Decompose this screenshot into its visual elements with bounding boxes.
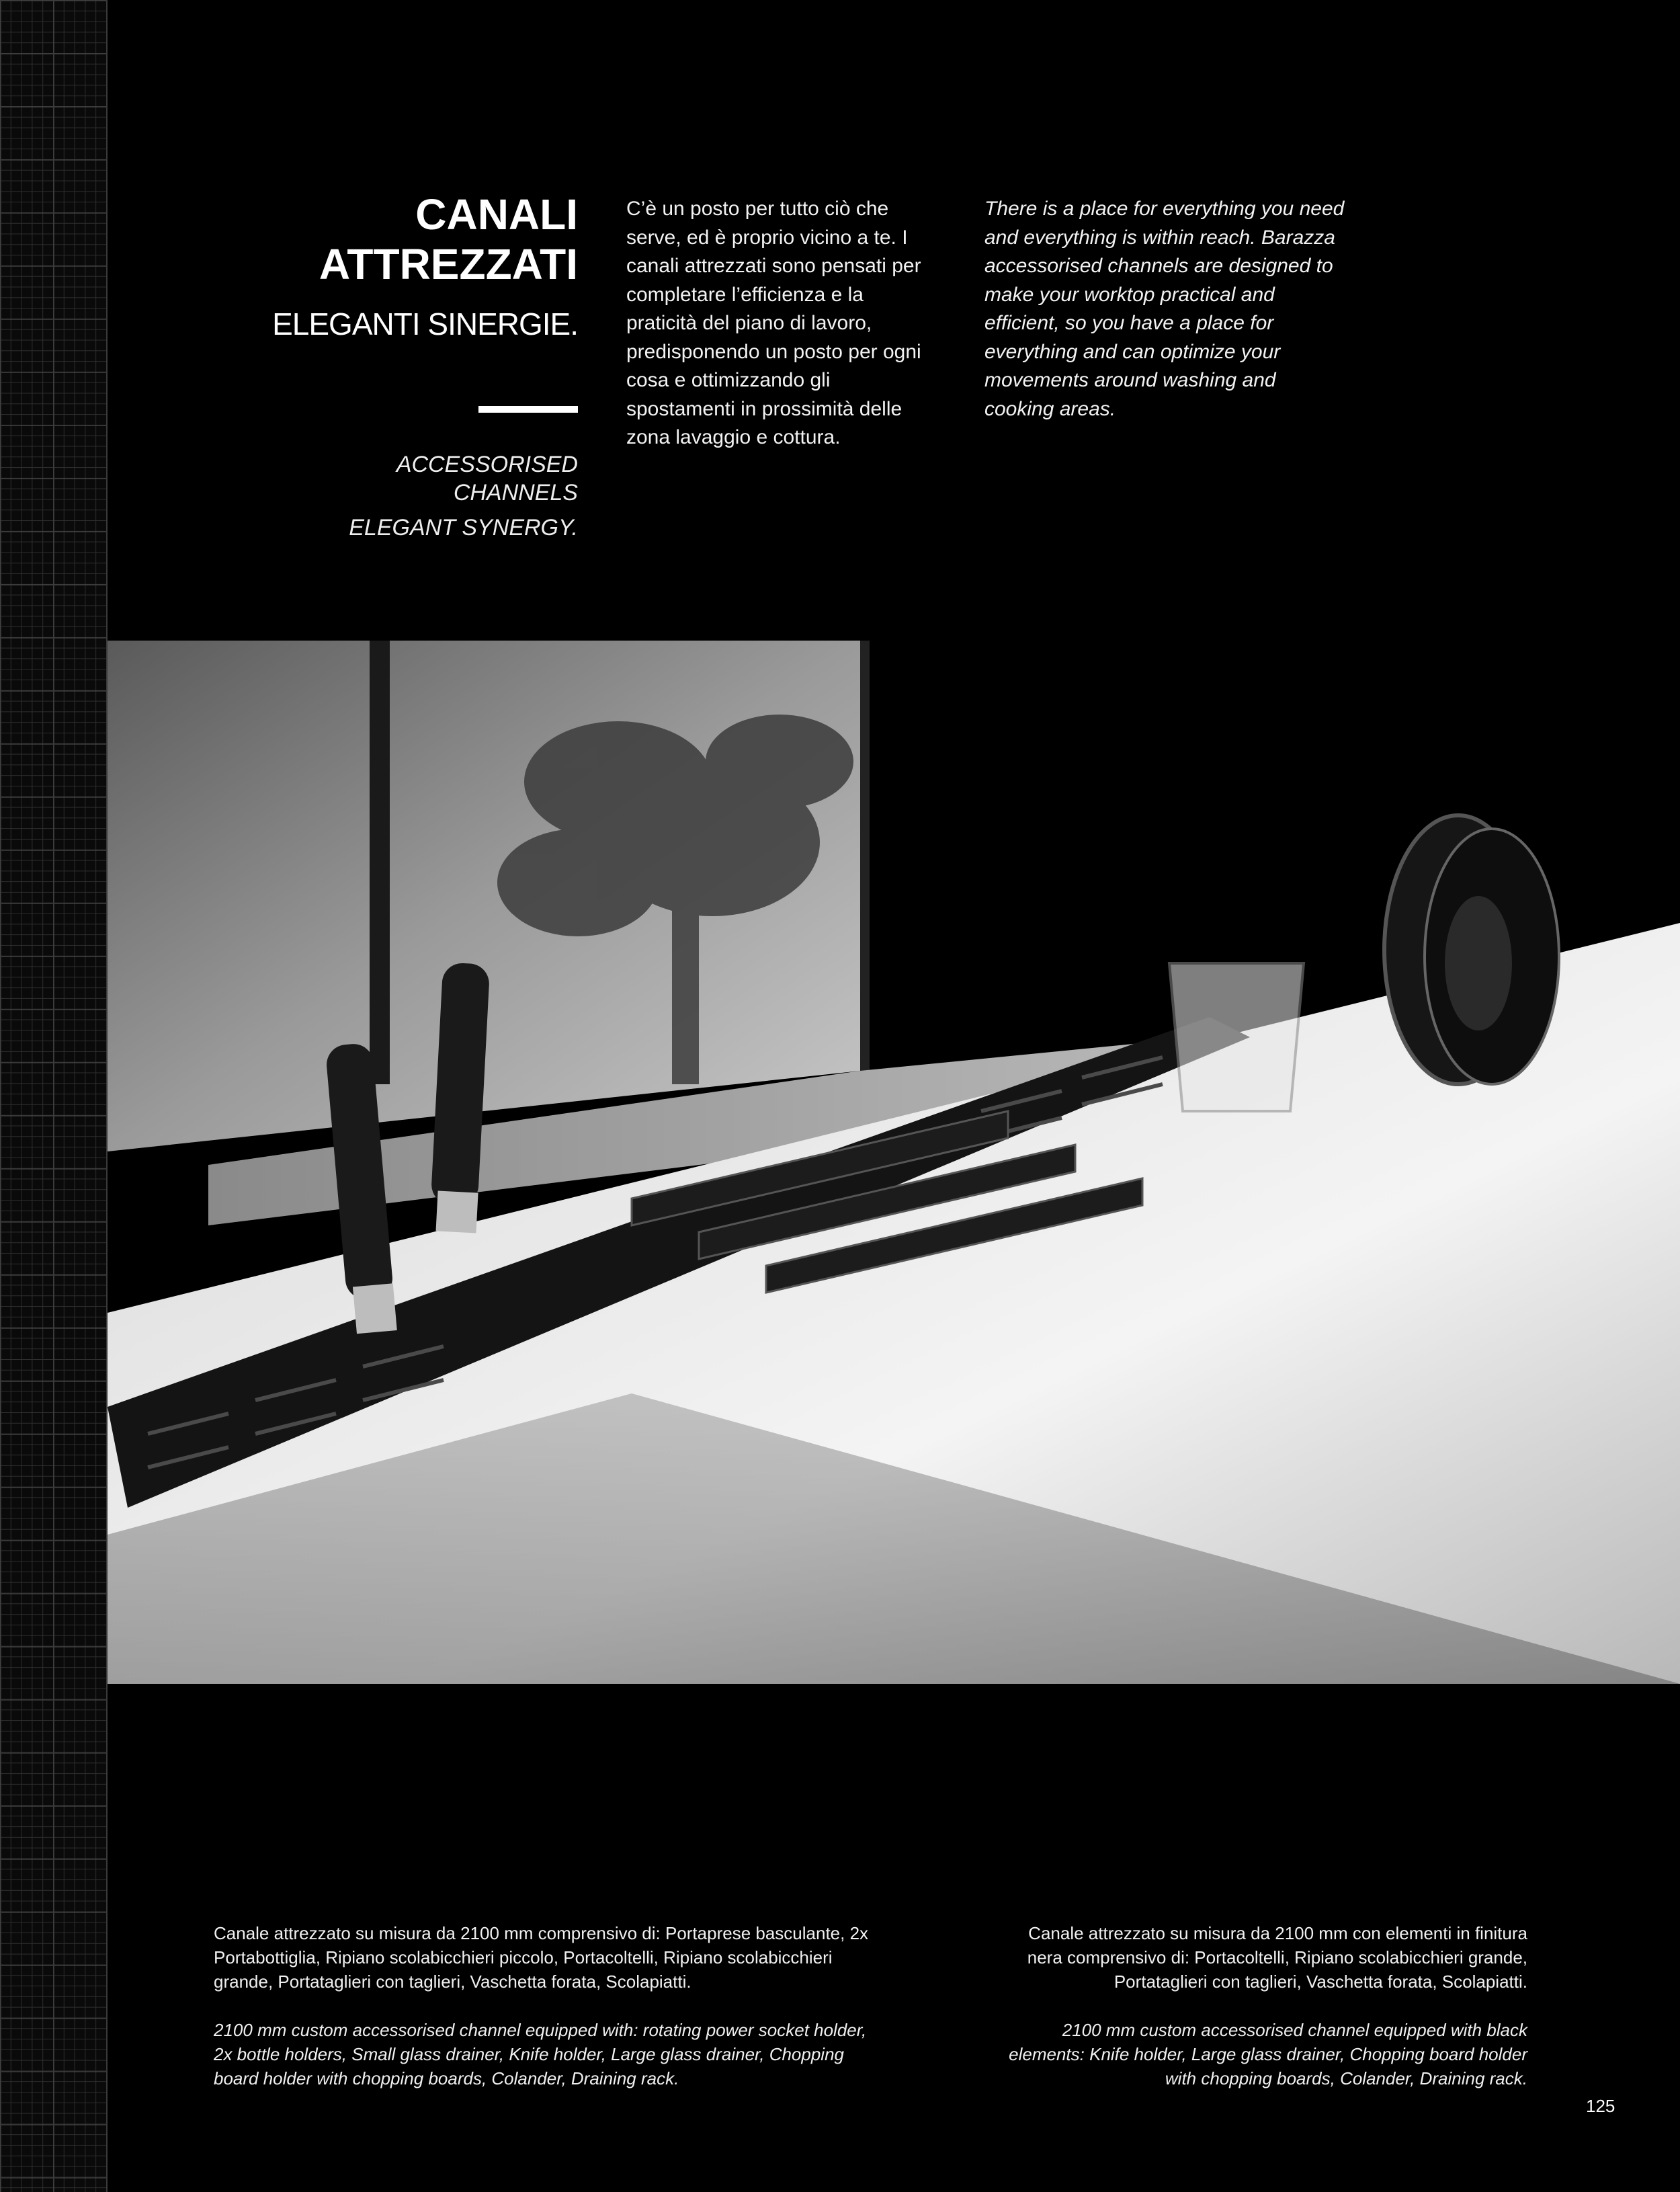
- english-title: [202, 450, 578, 549]
- product-photo: [108, 641, 1680, 1684]
- page-number: 125: [1586, 2096, 1615, 2116]
- caption-left: [214, 1921, 872, 2090]
- english-subtitle: ELEGANT SYNERGY.: [349, 515, 578, 540]
- title-line-1: CANALI: [415, 190, 578, 239]
- grid-margin-decoration: [0, 0, 108, 2192]
- page-title: [202, 190, 578, 289]
- caption-right: [1008, 1921, 1527, 2090]
- page-subtitle: ELEGANTI SINERGIE.: [272, 307, 578, 341]
- caption-left-english: 2100 mm custom accessorised channel equipped with: rotating power socket holder, 2x bottle holders, Small glass drainer, Knife holder, Large glass drainer, Chopping board holder with chopping boards, Colander, Draining rack.: [214, 2020, 867, 2088]
- title-block: [202, 190, 578, 540]
- title-line-2: ATTREZZATI: [319, 240, 578, 288]
- kitchen-channel-illustration: [108, 641, 1680, 1684]
- title-divider: [478, 406, 578, 413]
- english-title-line-1: ACCESSORISED: [396, 452, 578, 477]
- caption-left-italian: Canale attrezzato su misura da 2100 mm comprensivo di: Portaprese basculante, 2x Portabottiglia, Ripiano scolabicchieri piccolo, Portacoltelli, Ripiano scolabicchieri grande, Portataglieri con taglieri, Vaschetta forata, Scolapiatti.: [214, 1923, 869, 1992]
- caption-right-italian: Canale attrezzato su misura da 2100 mm con elementi in finitura nera comprensivo di: Portacoltelli, Ripiano scolabicchieri grande, Portataglieri con taglieri, Vaschetta forata, Scolapiatti.: [1027, 1923, 1527, 1992]
- intro-italian: C’è un posto per tutto ciò che serve, ed è proprio vicino a te. I canali attrezzati sono pensati per completare l’efficienza e la praticità del piano di lavoro, predisponendo un posto per ogni cosa e ottimizzando gli spostamenti in prossimità delle zona lavaggio e cottura.: [626, 198, 921, 448]
- caption-right-english: 2100 mm custom accessorised channel equipped with black elements: Knife holder, Large glass drainer, Chopping board holder with chopping boards, Colander, Draining rack.: [1009, 2020, 1527, 2088]
- english-title-line-2: CHANNELS: [453, 480, 578, 505]
- intro-english: There is a place for everything you need and everything is within reach. Barazza accessorised channels are designed to make your worktop practical and efficient, so you have a place for everything and can optimize your movements around washing and cooking areas.: [984, 198, 1345, 420]
